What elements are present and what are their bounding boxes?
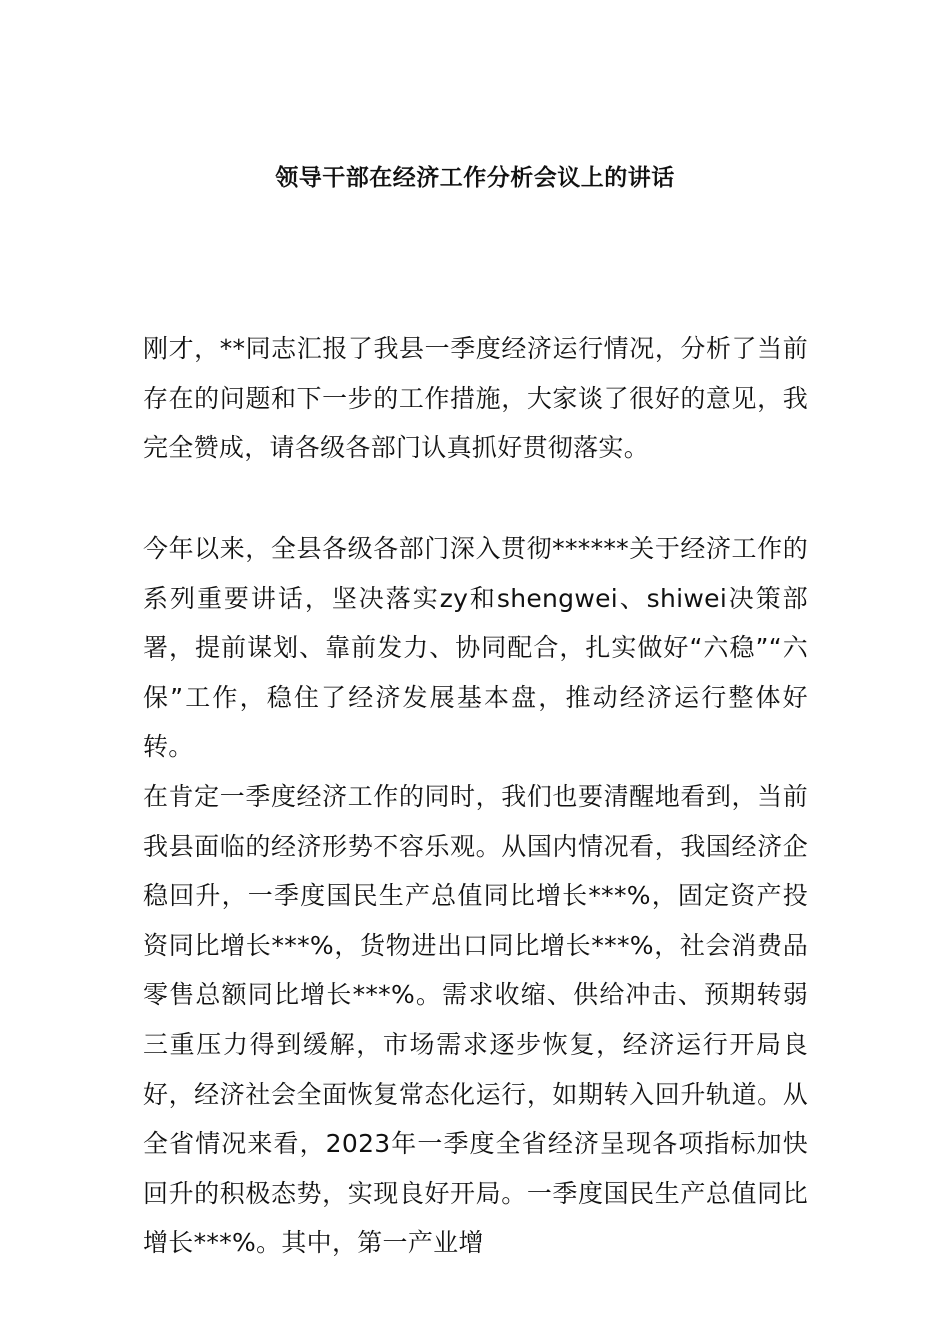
paragraph-3: 在肯定一季度经济工作的同时，我们也要清醒地看到，当前我县面临的经济形势不容乐观。从国内情况看，我国经济企稳回升，一季度国民生产总值同比增长***%，固定资产投资同比增长***%，货物进出口同比增长***%，社会消费品零售总额同比增长***%。需求收缩、供给冲击、预期转弱三重压力得到缓解，市场需求逐步恢复，经济运行开局良好，经济社会全面恢复常态化运行，如期转入回升轨道。从全省情况来看，2023年一季度全省经济呈现各项指标加快回升的积极态势，实现良好开局。一季度国民生产总值同比增长***%。其中，第一产业增	[143, 782, 808, 1258]
paragraph-1: 刚才，**同志汇报了我县一季度经济运行情况，分析了当前存在的问题和下一步的工作措施，大家谈了很好的意见，我完全赞成，请各级各部门认真抓好贯彻落实。	[143, 334, 808, 463]
document-title: 领导干部在经济工作分析会议上的讲话	[275, 165, 675, 191]
paragraph-2: 今年以来，全县各级各部门深入贯彻******关于经济工作的系列重要讲话，坚决落实zy和shengwei、shiwei决策部署，提前谋划、靠前发力、协同配合，扎实做好“六稳”“六保”工作，稳住了经济发展基本盘，推动经济运行整体好转。	[143, 534, 808, 762]
